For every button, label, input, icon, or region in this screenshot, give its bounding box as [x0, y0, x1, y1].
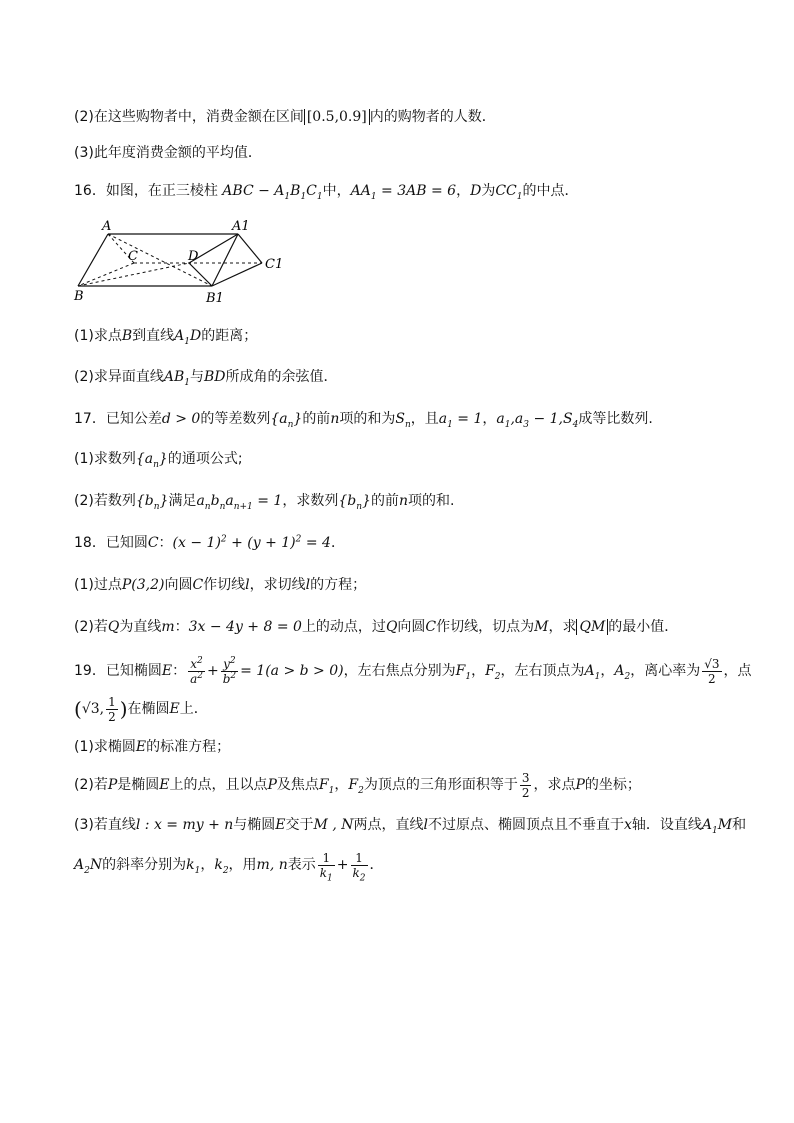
label-B1: B1 — [206, 291, 224, 306]
label-B: B — [74, 289, 84, 304]
edge-CB — [78, 263, 134, 286]
prism-figure — [72, 218, 292, 308]
edge-C1B1 — [212, 263, 262, 286]
q15-part3: (3)此年度消费金额的平均值． — [74, 145, 262, 161]
edge-DB1 — [189, 263, 212, 286]
q18-part1: (1)过点P(3,2)向圆C作切线l，求切线l的方程； — [74, 577, 367, 593]
label-A1: A1 — [232, 219, 250, 234]
label-C: C — [128, 249, 138, 264]
q16-part1: (1)求点B到直线$A_1D$的距离； — [74, 328, 258, 347]
label-A: A — [102, 219, 112, 234]
q18-stem: 18．已知圆C：$(x - 1)^2 + (y + 1)^2 = 4$． — [74, 534, 345, 551]
q19-part3-line1: (3)若直线l : x = my + n与椭圆E交于M , N两点，直线l不过原点、椭圆顶点且不垂直于x轴．设直线$A_1M$和 — [74, 817, 747, 836]
q19-stem-line2: (√3, $\frac{1}{2}$ )在椭圆E上． — [74, 694, 208, 724]
q15-part2: (2)在这些购物者中，消费金额在区间 [0.5,0.9] 内的购物者的人数． — [74, 109, 496, 125]
q19-stem-line1: 19．已知椭圆E： $\frac{x^2}{a^2}$ + $\frac{y^2}{b^2}$ = 1(a > b > 0)，左右焦点分别为$F_1$，$F_2$，左右顶点为$A_1$，$A_2$，离心率为 $\frac{√3}{2}$ ，点 — [74, 655, 752, 686]
q19-part3-line2: $A_2N$的斜率分别为$k_1$，$k_2$，用m, n表示 $\frac{1}{k_1}$ + $\frac{1}{k_2}$ ． — [74, 850, 384, 883]
q17-part2: (2)若数列$\{b_n\}$满足$a_nb_na_{n+1} = 1$，求数列$\{b_n\}$的前n项的和. — [74, 493, 455, 512]
label-C1: C1 — [265, 257, 284, 272]
edge-A1C1 — [238, 234, 262, 263]
q16-condition: $AA_1 = 3AB = 6$ — [350, 183, 457, 202]
q16-part2: (2)求异面直线$AB_1$与BD所成角的余弦值． — [74, 369, 338, 388]
label-D: D — [188, 249, 199, 264]
prism-name: ABC − $A_1B_1C_1$ — [222, 183, 323, 202]
q17-part1: (1)求数列$\{a_n\}$的通项公式; — [74, 451, 243, 470]
q16-stem: 16．如图，在正三棱柱 ABC − $A_1B_1C_1$中，$AA_1 = 3AB = 6$，D为$CC_1$的中点． — [74, 183, 579, 202]
q19-part2: (2)若P是椭圆E上的点，且以点P及焦点$F_1$，$F_2$为顶点的三角形面积等于 $\frac{3}{2}$ ，求点P的坐标； — [74, 770, 641, 800]
q18-part2: (2)若Q为直线m：3x − 4y + 8 = 0上的动点，过Q向圆C作切线，切点为M，求 QM 的最小值． — [74, 619, 679, 635]
interval: [0.5,0.9] — [304, 109, 370, 125]
edge-BD — [78, 263, 189, 286]
q19-part1: (1)求椭圆E的标准方程； — [74, 739, 231, 755]
q17-stem: 17．已知公差d > 0的等差数列$\{a_n\}$的前n项的和为$S_n$，且$a_1 = 1$，$a_1,a_3 - 1,S_4$成等比数列. — [74, 411, 653, 430]
edge-AB — [78, 234, 108, 286]
